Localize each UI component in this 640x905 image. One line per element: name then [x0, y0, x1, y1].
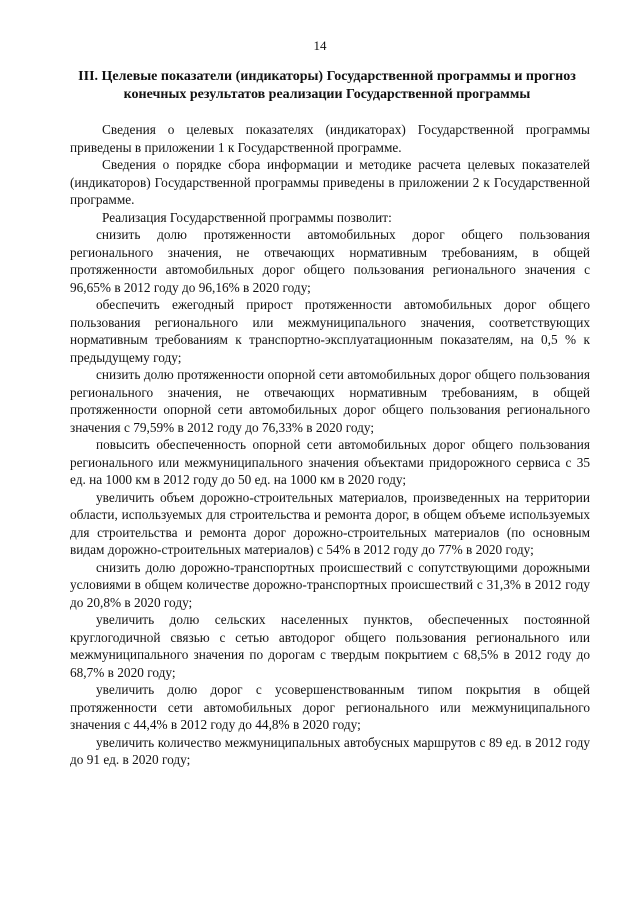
paragraph: Реализация Государственной программы позволит:: [102, 209, 392, 225]
goal-item: повысить обеспеченность опорной сети автомобильных дорог общего пользования регионального или межмуниципального значения объектами придорожного сервиса с 35 ед. на 1000 км в 2012 году до 50 ед. на 1000 км в 2020 году;: [70, 437, 590, 487]
page-number: 14: [313, 38, 327, 53]
paragraph: Сведения о целевых показателях (индикаторах) Государственной программы приведены в приложении 1 к Государственной программе.: [70, 122, 590, 155]
section-heading: III. Целевые показатели (индикаторы) Государственной программы и прогноз конечных результатов реализации Государственной программы: [78, 69, 576, 102]
goal-item: снизить долю дорожно-транспортных происшествий с сопутствующими дорожными условиями в общем количестве дорожно-транспортных происшествий с 31,3% в 2012 году до 20,8% в 2020 году;: [70, 559, 590, 610]
goal-item: снизить долю протяженности опорной сети автомобильных дорог общего пользования регионального значения, не отвечающих нормативным требованиям, в общей протяженности опорной сети автомобильных дорог общего пользования регионального значения с 79,59% в 2012 году до 76,33% в 2020 году;: [70, 367, 590, 435]
goal-item: увеличить количество межмуниципальных автобусных маршрутов с 89 ед. в 2012 году до 91 ед. в 2020 году;: [70, 734, 590, 767]
paragraph: Сведения о порядке сбора информации и методике расчета целевых показателей (индикаторов) Государственной программы приведены в приложении 2 к Государственной программе.: [70, 157, 590, 207]
goal-item: снизить долю протяженности автомобильных дорог общего пользования регионального значения, не отвечающих нормативным требованиям, в общей протяженности автомобильных дорог общего пользования регионального значения с 96,65% в 2012 году до 96,16% в 2020 году;: [70, 227, 590, 295]
goal-item: увеличить объем дорожно-строительных материалов, произведенных на территории области, используемых для строительства и ремонта дорог, в общем объеме используемых для строительства и ремонта дорог дорожно-строительных материалов (по основным видам дорожно-строительных материалов) с 54% в 2012 году до 77% в 2020 году;: [70, 489, 590, 557]
document-body: [70, 121, 590, 769]
goal-item: увеличить долю дорог с усовершенствованным типом покрытия в общей протяженности сети автомобильных дорог регионального или межмуниципального значения с 44,4% в 2012 году до 44,8% в 2020 году;: [70, 682, 590, 732]
goal-item: увеличить долю сельских населенных пунктов, обеспеченных постоянной круглогодичной связью с сетью автодорог общего пользования регионального или межмуниципального значения по дорогам с твердым покрытием с 68,5% в 2012 году до 68,7% в 2020 году;: [70, 612, 590, 680]
goal-item: обеспечить ежегодный прирост протяженности автомобильных дорог общего пользования регионального или межмуниципального значения, соответствующих нормативным требованиям к транспортно-эксплуатационным показателям, на 0,5 % к предыдущему году;: [70, 297, 590, 365]
